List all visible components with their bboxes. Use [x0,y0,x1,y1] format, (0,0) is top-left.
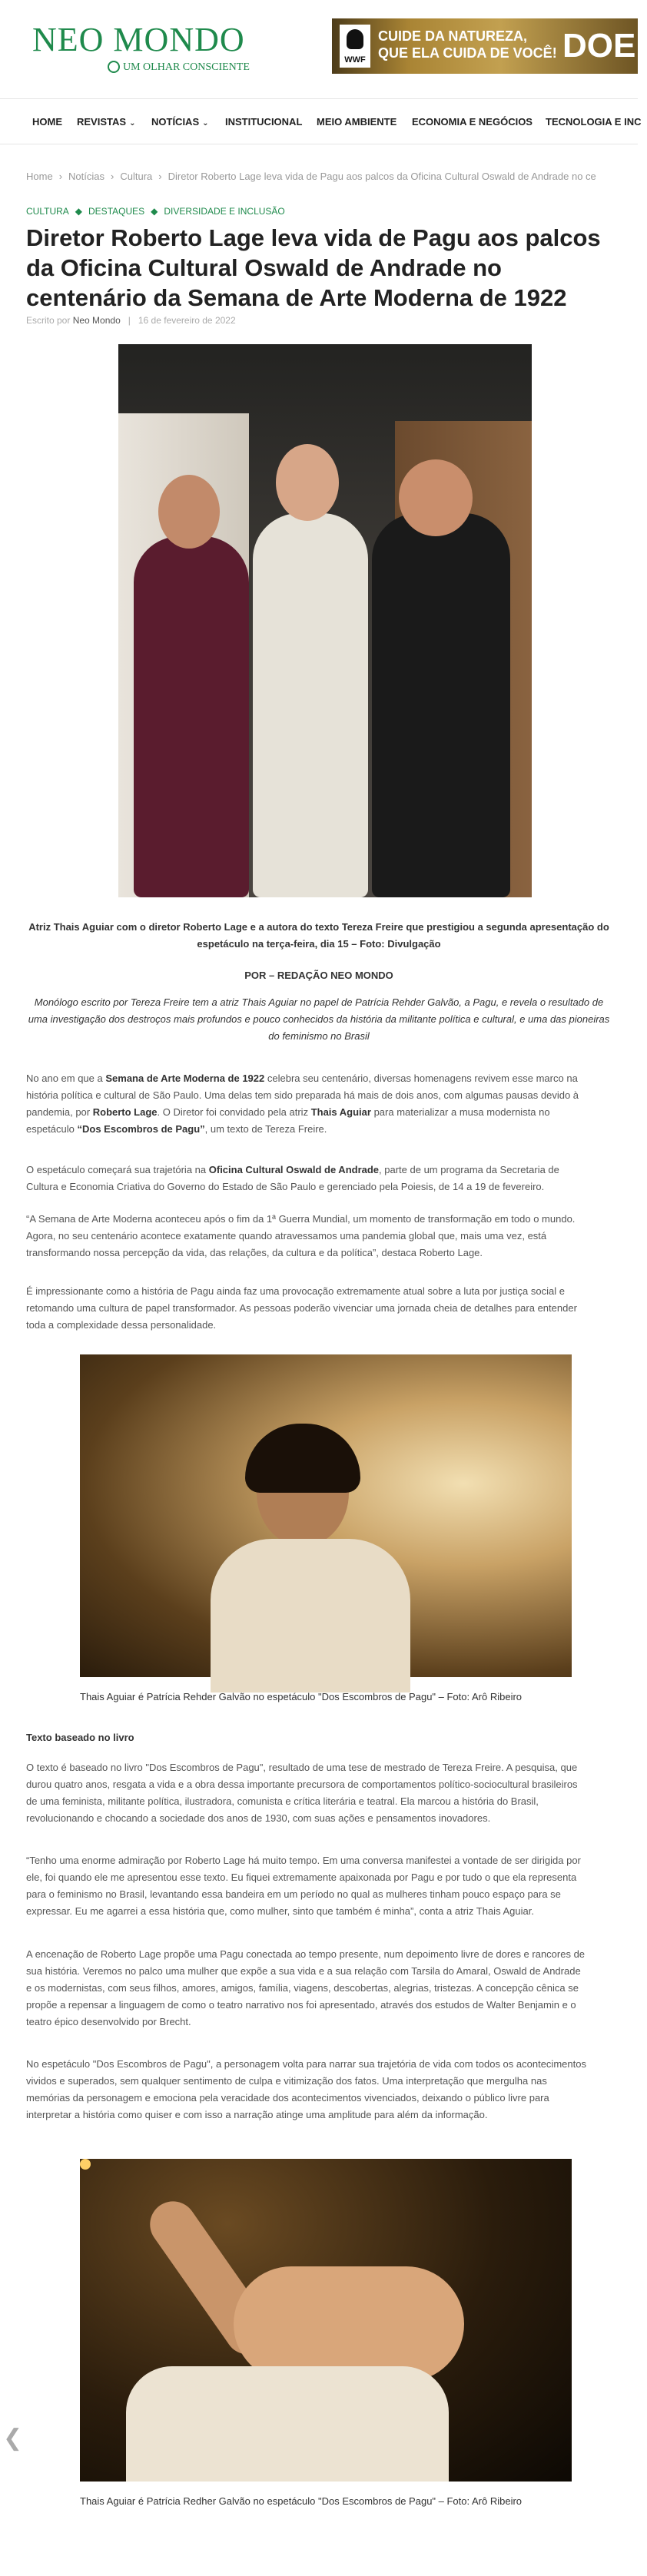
nav-economia[interactable]: ECONOMIA E NEGÓCIOS [412,116,533,128]
author-link[interactable]: Neo Mondo [72,315,121,326]
person-left [134,536,249,897]
tag-diversidade[interactable]: DIVERSIDADE E INCLUSÃO [164,206,285,217]
site-logo[interactable]: NEO MONDO [32,21,245,58]
breadcrumb-current: Diretor Roberto Lage leva vida de Pagu aos palcos da Oficina Cultural Oswald de Andrade no ce [168,171,596,182]
breadcrumb-home[interactable]: Home [26,171,53,182]
photo-2-caption: Thais Aguiar é Patrícia Rehder Galvão no espetáculo "Dos Escombros de Pagu" – Foto: Arô Ribeiro [80,1691,523,1702]
nav-institucional[interactable]: INSTITUCIONAL [225,116,303,128]
nav-revistas[interactable]: REVISTAS ⌄ [77,116,136,128]
paragraph-8: No espetáculo "Dos Escombros de Pagu", a personagem volta para narrar sua trajetória de vida com todos os acontecimentos vividos e superados, sem qualquer sentimento de culpa e vitimização dos fatos. Uma interpretação que mergulha nas memórias da personagem e emociona pela veracidade dos acontecimentos vivenciados, deixando o público livre para interpretar a história como quiser e com isso a narração atinge uma amplitude para além da informação. [26,2058,586,2120]
photo-3-caption: Thais Aguiar é Patrícia Redher Galvão no espetáculo "Dos Escombros de Pagu" – Foto: Arô Ribeiro [80,2495,523,2507]
paragraph-5: O texto é baseado no livro "Dos Escombros de Pagu", resultado de uma tese de mestrado de Tereza Freire. A pesquisa, que durou quatro anos, resgata a vida e a obra dessa importante precursora de comportamentos político-sociocultural brasileiros de uma feminista, militante política, ilustradora, comunista e crítica literária e teatral. Ela marcou a história do Brasil, revolucionando e chocando a sociedade dos anos de 1930, com suas ações e pensamentos inovadores. [26,1762,578,1824]
chevron-right-icon: › [58,171,63,182]
article-photo-3[interactable] [80,2159,572,2482]
panda-icon [347,29,363,49]
prev-post-arrow-icon[interactable]: ❮ [3,2425,23,2451]
person-right [372,513,510,897]
post-meta: Escrito por Neo Mondo | 16 de fevereiro de 2022 [26,315,236,326]
site-header [0,0,647,98]
tag-cultura[interactable]: CULTURA [26,206,69,217]
post-date: 16 de fevereiro de 2022 [138,315,236,326]
main-nav [0,98,642,144]
article-photo-2[interactable] [80,1354,572,1677]
section-heading: Texto baseado no livro [26,1732,134,1743]
logo-mark-icon [108,61,120,73]
breadcrumb [26,171,596,182]
nav-noticias[interactable]: NOTÍCIAS ⌄ [151,116,209,128]
article-lead: Monólogo escrito por Tereza Freire tem a atriz Thais Aguiar no papel de Patrícia Rehder Galvão, a Pagu, e revela o resultado de uma investigação dos destroços mais profundos e pouco conhecidos da história da militante política e cultural, e uma das pioneiras do feminismo no Brasil [28,996,610,1042]
person-center [253,513,368,897]
breadcrumb-cultura[interactable]: Cultura [120,171,153,182]
chevron-down-icon: ⌄ [129,119,136,128]
category-tags [26,206,285,217]
paragraph-2: O espetáculo começará sua trajetória na Oficina Cultural Oswald de Andrade, parte de um programa da Secretaria de Cultura e Economia Criativa do Governo do Estado de São Paulo e gerenciado pela Poiesis, de 14 a 19 de fevereiro. [26,1164,559,1192]
ad-banner[interactable] [332,18,647,74]
paragraph-1: No ano em que a Semana de Arte Moderna de 1922 celebra seu centenário, diversas homenagens revivem esse marco na história política e cultural de São Paulo. Uma delas tem sido preparada há mais de dois anos, com algumas pausas devido à pandemia, por Roberto Lage. O Diretor foi convidado pela atriz Thais Aguiar para materializar a musa modernista no espetáculo “Dos Escombros de Pagu”, um texto de Tereza Freire. [26,1073,579,1135]
tag-destaques[interactable]: DESTAQUES [88,206,145,217]
paragraph-3: “A Semana de Arte Moderna aconteceu após o fim da 1ª Guerra Mundial, um momento de transformação em todo o mundo. Agora, no seu centenário acontece exatamente quando atravessamos uma pandemia global que, mais uma vez, está transformando nossa percepção da vida, das relações, da cultura e da política”, destaca Roberto Lage. [26,1213,576,1258]
paragraph-4: É impressionante como a história de Pagu ainda faz uma provocação extremamente atual sobre a luta por justiça social e retomando uma cultura de papel transformador. As pessoas poderão vivenciar uma jornada cheia de detalhes para entender toda a complexidade dessa personalidade. [26,1285,577,1331]
chevron-down-icon: ⌄ [202,119,209,128]
nav-home[interactable]: HOME [32,116,62,128]
logo-subtitle: UM OLHAR CONSCIENTE [123,61,250,73]
paragraph-7: A encenação de Roberto Lage propõe uma Pagu conectada ao tempo presente, num depoimento livre de dores e rancores de sua história. Veremos no palco uma mulher que expõe a sua vida e a sua relação com Tarsila do Amaral, Oswald de Andrade e os modernistas, com seus filhos, amores, amigos, família, viagens, descobertas, alegrias, tristezas. A concepção cênica se propõe a repensar a linguagem de como o teatro narrativo nos foi apresentado, através dos estudos de Walter Benjamin e o teatro épico desenvolvido por Brecht. [26,1948,586,2027]
article-photo-1[interactable] [118,344,532,897]
nav-tecnologia[interactable]: TECNOLOGIA E INC [546,116,642,128]
chevron-right-icon: › [111,171,114,182]
wwf-logo: WWF [340,25,370,68]
photo-1-caption: Atriz Thais Aguiar com o diretor Roberto Lage e a autora do texto Tereza Freire que prestigiou a segunda apresentação do espetáculo na terça-feira, dia 15 – Foto: Divulgação [28,921,609,950]
byline: POR – REDAÇÃO NEO MONDO [244,970,393,981]
banner-cta[interactable]: DOE! [562,27,647,65]
banner-slogan: CUIDE DA NATUREZA, QUE ELA CUIDA DE VOCÊ! [378,28,557,61]
breadcrumb-noticias[interactable]: Notícias [68,171,105,182]
dot-icon: ◆ [151,206,158,217]
page-title: Diretor Roberto Lage leva vida de Pagu aos palcos da Oficina Cultural Oswald de Andrade no centenário da Semana de Arte Moderna de 1922 [26,224,601,311]
dot-icon: ◆ [75,206,83,217]
nav-meio-ambiente[interactable]: MEIO AMBIENTE [317,116,397,128]
chevron-right-icon: › [158,171,162,182]
paragraph-6: “Tenho uma enorme admiração por Roberto Lage há muito tempo. Em uma conversa manifestei a vontade de ser dirigida por ele, foi quando ele me apresentou esse texto. Eu fiquei extremamente apaixonada por Pagu e por tudo o que ela representa para o feminismo no Brasil, levantando essa bandeira em um período no qual as mulheres tinham pouco espaço para se expressar. Eu me agarrei a essa história que, como mulher, sinto que também é minha”, conta a atriz Thais Aguiar. [26,1855,581,1917]
